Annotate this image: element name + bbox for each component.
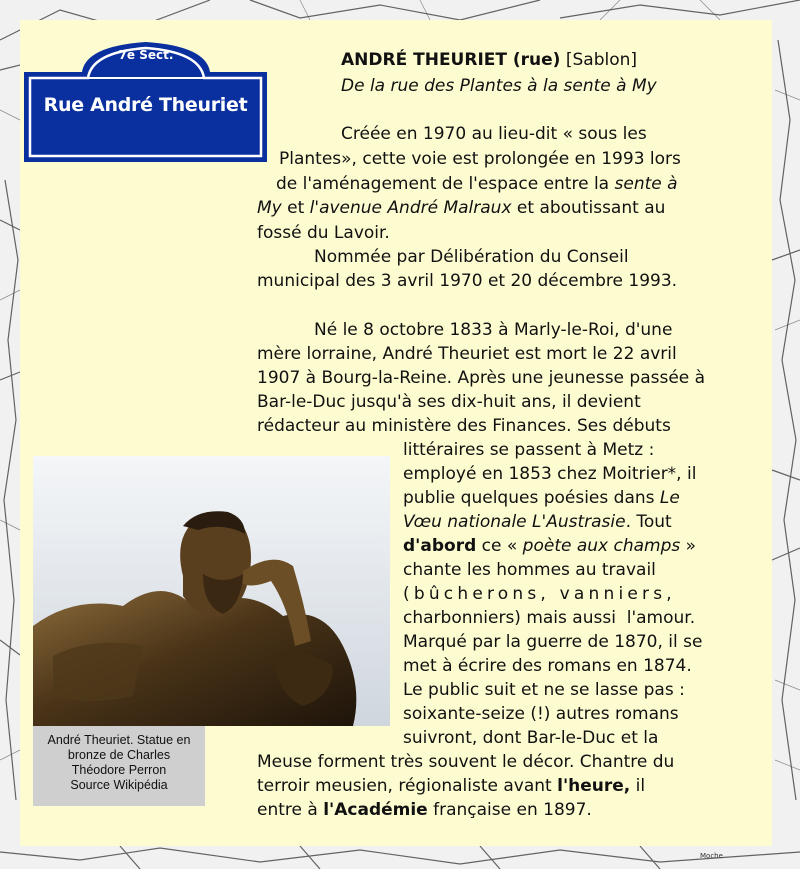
bio-line16: Le public suit et ne se lasse pas : — [403, 680, 685, 700]
bio-line8: publie quelques poésies dans Le — [403, 488, 680, 508]
sign-section: 7e Sect. — [118, 48, 174, 62]
photo-caption — [33, 733, 205, 793]
bio-line10: d'abord ce « poète aux champs » — [403, 536, 697, 556]
bio-line12: (bûcherons, vanniers, — [403, 584, 676, 604]
bio-line13: charbonniers) mais aussi l'amour. — [403, 608, 696, 628]
bio-line18: suivront, dont Bar-le-Duc et la — [403, 728, 659, 748]
bio-line21: entre à l'Académie française en 1897. — [257, 800, 592, 820]
para1-line3: de l'aménagement de l'espace entre la sente à — [276, 174, 678, 194]
street-route: De la rue des Plantes à la sente à My — [341, 76, 657, 96]
bio-line19: Meuse forment très souvent le décor. Chantre du — [257, 752, 675, 772]
bio-line17: soixante-seize (!) autres romans — [403, 704, 679, 724]
bio-line5: rédacteur au ministère des Finances. Ses débuts — [257, 416, 671, 436]
bio-line6: littéraires se passent à Metz : — [403, 440, 655, 460]
statue-photo — [33, 456, 390, 726]
para2-line1: Nommée par Délibération du Conseil — [314, 247, 629, 267]
para1-line2: Plantes», cette voie est prolongée en 1993 lors — [279, 149, 681, 169]
caption-line2: bronze de Charles — [67, 748, 171, 762]
para2-line2: municipal des 3 avril 1970 et 20 décembre 1993. — [257, 271, 678, 291]
bio-line15: met à écrire des romans en 1874. — [403, 656, 692, 676]
sign-street-name: Rue André Theuriet — [43, 94, 248, 116]
bio-line3: 1907 à Bourg-la-Reine. Après une jeunesse passée à — [257, 368, 706, 388]
bio-line7: employé en 1853 chez Moitrier*, il — [403, 464, 697, 484]
street-title: ANDRÉ THEURIET (rue) [Sablon] — [341, 50, 638, 70]
bio-line14: Marqué par la guerre de 1870, il se — [403, 632, 703, 652]
bio-line9: Vœu nationale L'Austrasie. Tout — [403, 512, 672, 532]
bio-line11: chante les hommes au travail — [403, 560, 656, 580]
bio-line2: mère lorraine, André Theuriet est mort le 22 avril — [257, 344, 677, 364]
bio-line4: Bar-le-Duc jusqu'à ses dix-huit ans, il devient — [257, 392, 641, 412]
district-label: [Sablon] — [565, 50, 638, 70]
map-street-label: Moche — [700, 852, 723, 860]
para1-line5: fossé du Lavoir. — [257, 223, 390, 243]
para1-line1: Créée en 1970 au lieu-dit « sous les — [341, 124, 647, 144]
caption-line4: Source Wikipédia — [70, 778, 168, 792]
caption-line1: André Theuriet. Statue en — [47, 733, 191, 747]
caption-line3: Théodore Perron — [71, 763, 167, 777]
para1-line4: My et l'avenue André Malraux et aboutissant au — [257, 198, 666, 218]
bio-line1: Né le 8 octobre 1833 à Marly-le-Roi, d'une — [314, 320, 673, 340]
bio-line20: terroir meusien, régionaliste avant l'heure, il — [257, 776, 646, 796]
